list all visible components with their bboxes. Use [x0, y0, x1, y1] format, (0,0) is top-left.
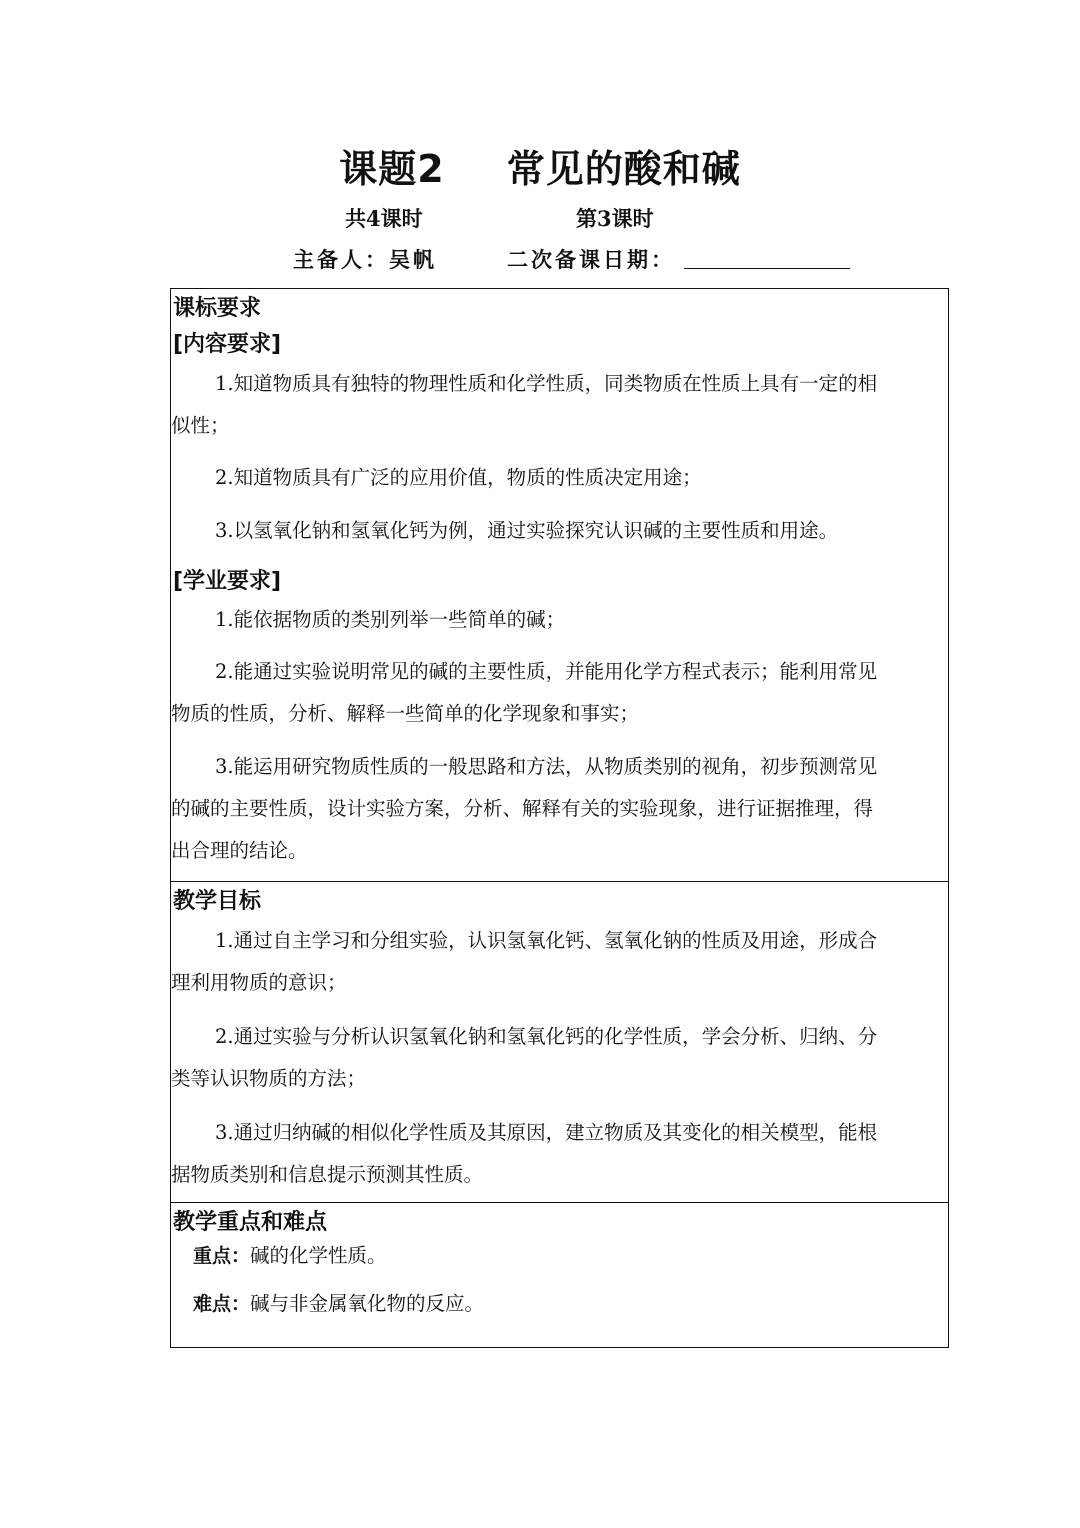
content-requirements-heading: [内容要求]: [173, 332, 282, 357]
key-points-heading: 教学重点和难点: [173, 1210, 328, 1235]
current-lesson: 第3课时: [576, 206, 654, 231]
curriculum-section: [171, 289, 948, 881]
focus-text: 碱的化学性质。: [250, 1244, 387, 1267]
content-item-2: 2.知道物质具有广泛的应用价值，物质的性质决定用途；: [215, 466, 702, 489]
objectives-section: [171, 881, 948, 1202]
lesson-plan-table: [170, 288, 949, 1348]
academic-item-2: 2.能通过实验说明常见的碱的主要性质，并能用化学方程式表示；能利用常见 物质的性质，分析、解释一些简单的化学现象和事实；: [171, 660, 878, 725]
page-title: [0, 138, 1080, 193]
difficulty-label: 难点：: [193, 1293, 251, 1315]
focus-row: [171, 1235, 948, 1277]
academic-requirements-heading: [学业要求]: [173, 569, 282, 594]
total-lessons: 共4课时: [345, 206, 423, 231]
objective-item-3: 3.通过归纳碱的相似化学性质及其原因，建立物质及其变化的相关模型，能根 据物质类别和信息提示预测其性质。: [171, 1121, 878, 1186]
academic-item-1: 1.能依据物质的类别列举一些简单的碱；: [215, 608, 566, 631]
content-item-3: 3.以氢氧化钠和氢氧化钙为例，通过实验探究认识碱的主要性质和用途。: [215, 519, 839, 542]
objectives-heading: 教学目标: [173, 889, 262, 914]
objective-item-2: 2.通过实验与分析认识氢氧化钠和氢氧化钙的化学性质，学会分析、归纳、分 类等认识物质的方法；: [171, 1025, 878, 1090]
curriculum-heading: 课标要求: [173, 296, 262, 321]
content-item-1: 1.知道物质具有独特的物理性质和化学性质，同类物质在性质上具有一定的相 似性；: [171, 372, 878, 437]
title-lesson-number: 课题2: [339, 147, 445, 191]
academic-item-3: 3.能运用研究物质性质的一般思路和方法，从物质类别的视角，初步预测常见 的碱的主要性质，设计实验方案，分析、解释有关的实验现象，进行证据推理，得 出合理的结论。: [171, 755, 878, 862]
difficulty-text: 碱与非金属氧化物的反应。: [250, 1292, 485, 1315]
difficulty-row: [171, 1283, 948, 1325]
date-blank-line: [684, 268, 850, 269]
objective-item-1: 1.通过自主学习和分组实验，认识氢氧化钙、氢氧化钠的性质及用途，形成合 理利用物质的意识；: [171, 929, 878, 994]
title-topic: 常见的酸和碱: [506, 147, 741, 191]
focus-label: 重点：: [193, 1245, 251, 1267]
preparer: 主备人：吴帆: [293, 247, 437, 272]
second-prep-date-label: 二次备课日期：: [507, 247, 675, 272]
key-points-section: [171, 1202, 948, 1346]
